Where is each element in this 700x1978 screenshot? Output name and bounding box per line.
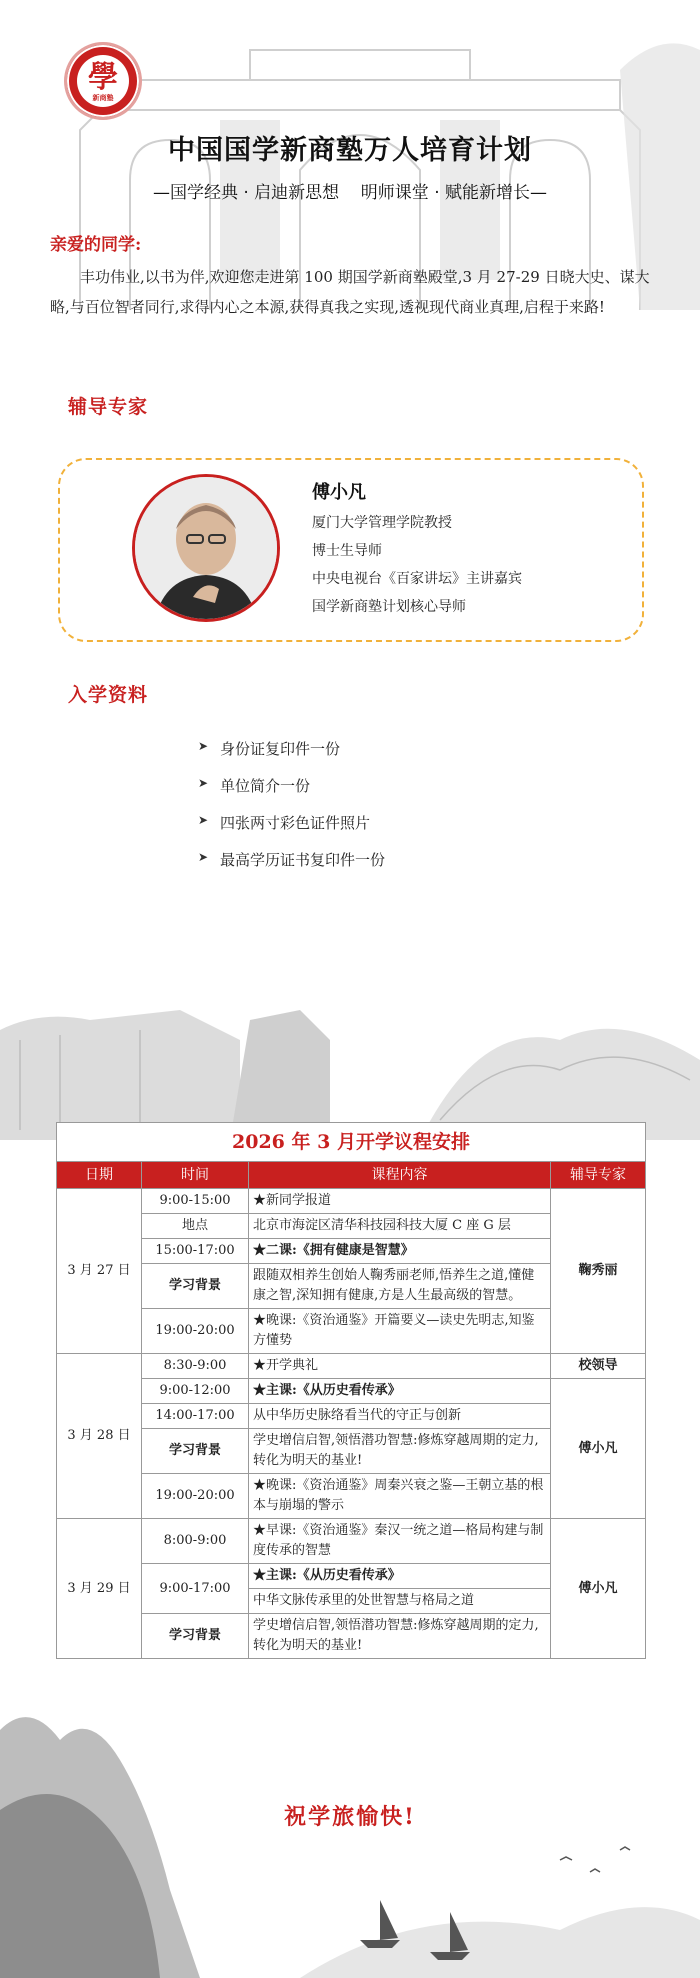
agenda-content: ★主课:《从历史看传承》 xyxy=(249,1379,551,1404)
expert-title-line: 国学新商塾计划核心导师 xyxy=(312,599,466,615)
page-title: 中国国学新商塾万人培育计划 xyxy=(168,135,532,166)
agenda-title: 2026 年 3 月开学议程安排 xyxy=(57,1123,646,1162)
agenda-content: ★晚课:《资治通鉴》开篇要义—读史先明志,知鉴方懂势 xyxy=(249,1309,551,1354)
requirement-text: 身份证复印件一份 xyxy=(220,740,341,758)
ruins-sketch-background xyxy=(0,980,700,1140)
agenda-time: 学习背景 xyxy=(142,1264,249,1309)
requirement-text: 四张两寸彩色证件照片 xyxy=(220,814,371,832)
requirement-text: 最高学历证书复印件一份 xyxy=(220,851,386,869)
expert-portrait-icon xyxy=(135,477,277,619)
agenda-date: 3 月 29 日 xyxy=(57,1519,142,1659)
agenda-content: ★晚课:《资治通鉴》周秦兴衰之鉴—王朝立基的根本与崩塌的警示 xyxy=(249,1474,551,1519)
agenda-content: ★早课:《资治通鉴》秦汉一统之道—格局构建与制度传承的智慧 xyxy=(249,1519,551,1564)
farewell-message: 祝学旅愉快! xyxy=(284,1804,416,1830)
agenda-time: 9:00-17:00 xyxy=(142,1564,249,1614)
agenda-expert: 鞠秀丽 xyxy=(551,1189,646,1354)
agenda-time: 14:00-17:00 xyxy=(142,1404,249,1429)
agenda-header-date: 日期 xyxy=(57,1162,142,1189)
expert-avatar xyxy=(132,474,280,622)
expert-card xyxy=(58,458,644,642)
agenda-time: 15:00-17:00 xyxy=(142,1239,249,1264)
brand-logo xyxy=(64,42,142,120)
agenda-header-content: 课程内容 xyxy=(249,1162,551,1189)
table-row xyxy=(57,1354,646,1379)
agenda-time: 学习背景 xyxy=(142,1614,249,1659)
agenda-date: 3 月 27 日 xyxy=(57,1189,142,1354)
agenda-expert: 傅小凡 xyxy=(551,1379,646,1519)
page-subtitle: —国学经典 · 启迪新思想 明师课堂 · 赋能新增长— xyxy=(152,183,548,203)
agenda-content: ★主课:《从历史看传承》 xyxy=(249,1564,551,1589)
greeting: 亲爱的同学: xyxy=(50,235,142,255)
agenda-time: 9:00-12:00 xyxy=(142,1379,249,1404)
agenda-date: 3 月 28 日 xyxy=(57,1354,142,1519)
agenda-content: 北京市海淀区清华科技园科技大厦 C 座 G 层 xyxy=(249,1214,551,1239)
agenda-content: ★新同学报道 xyxy=(249,1189,551,1214)
agenda-time: 8:00-9:00 xyxy=(142,1519,249,1564)
requirement-item xyxy=(198,849,386,870)
table-row xyxy=(57,1189,646,1214)
agenda-content: 跟随双相养生创始人鞠秀丽老师,悟养生之道,懂健康之智,深知拥有健康,方是人生最高级的智慧。 xyxy=(249,1264,551,1309)
logo-subtext: 新商塾 xyxy=(92,93,114,102)
agenda-time: 8:30-9:00 xyxy=(142,1354,249,1379)
requirement-item xyxy=(198,738,341,759)
expert-title-line: 中央电视台《百家讲坛》主讲嘉宾 xyxy=(312,571,522,587)
agenda-time: 地点 xyxy=(142,1214,249,1239)
requirement-item xyxy=(198,775,311,796)
arrow-icon: ➤ xyxy=(198,776,209,790)
agenda-time: 9:00-15:00 xyxy=(142,1189,249,1214)
ink-landscape-background xyxy=(0,1690,700,1978)
agenda-header-time: 时间 xyxy=(142,1162,249,1189)
expert-section-title: 辅导专家 xyxy=(68,396,149,418)
agenda-header-expert: 辅导专家 xyxy=(551,1162,646,1189)
table-row xyxy=(57,1519,646,1564)
agenda-expert: 校领导 xyxy=(551,1354,646,1379)
agenda-time: 19:00-20:00 xyxy=(142,1474,249,1519)
agenda-content: ★开学典礼 xyxy=(249,1354,551,1379)
requirements-section-title: 入学资料 xyxy=(68,684,149,706)
agenda-content: 中华文脉传承里的处世智慧与格局之道 xyxy=(249,1589,551,1614)
expert-name: 傅小凡 xyxy=(312,482,366,503)
agenda-time: 学习背景 xyxy=(142,1429,249,1474)
agenda-time: 19:00-20:00 xyxy=(142,1309,249,1354)
agenda-content: ★二课:《拥有健康是智慧》 xyxy=(249,1239,551,1264)
requirement-item xyxy=(198,812,371,833)
arrow-icon: ➤ xyxy=(198,850,209,864)
logo-glyph: 學 xyxy=(88,60,118,95)
requirement-text: 单位简介一份 xyxy=(220,777,311,795)
expert-title-line: 厦门大学管理学院教授 xyxy=(312,515,452,531)
table-row xyxy=(57,1379,646,1404)
agenda-content: 从中华历史脉络看当代的守正与创新 xyxy=(249,1404,551,1429)
agenda-expert: 傅小凡 xyxy=(551,1519,646,1659)
agenda-content: 学史增信启智,领悟潜功智慧:修炼穿越周期的定力,转化为明天的基业! xyxy=(249,1614,551,1659)
logo-emblem xyxy=(77,55,129,107)
intro-paragraph: 丰功伟业,以书为伴,欢迎您走进第 100 期国学新商塾殿堂,3 月 27-29 日晓大史、谋大略,与百位智者同行,求得内心之本源,获得真我之实现,透视现代商业真理,启程于来路! xyxy=(50,268,650,316)
agenda-table xyxy=(56,1122,646,1659)
arrow-icon: ➤ xyxy=(198,813,209,827)
agenda-content: 学史增信启智,领悟潜功智慧:修炼穿越周期的定力,转化为明天的基业! xyxy=(249,1429,551,1474)
expert-title-line: 博士生导师 xyxy=(312,543,382,559)
arrow-icon: ➤ xyxy=(198,739,209,753)
